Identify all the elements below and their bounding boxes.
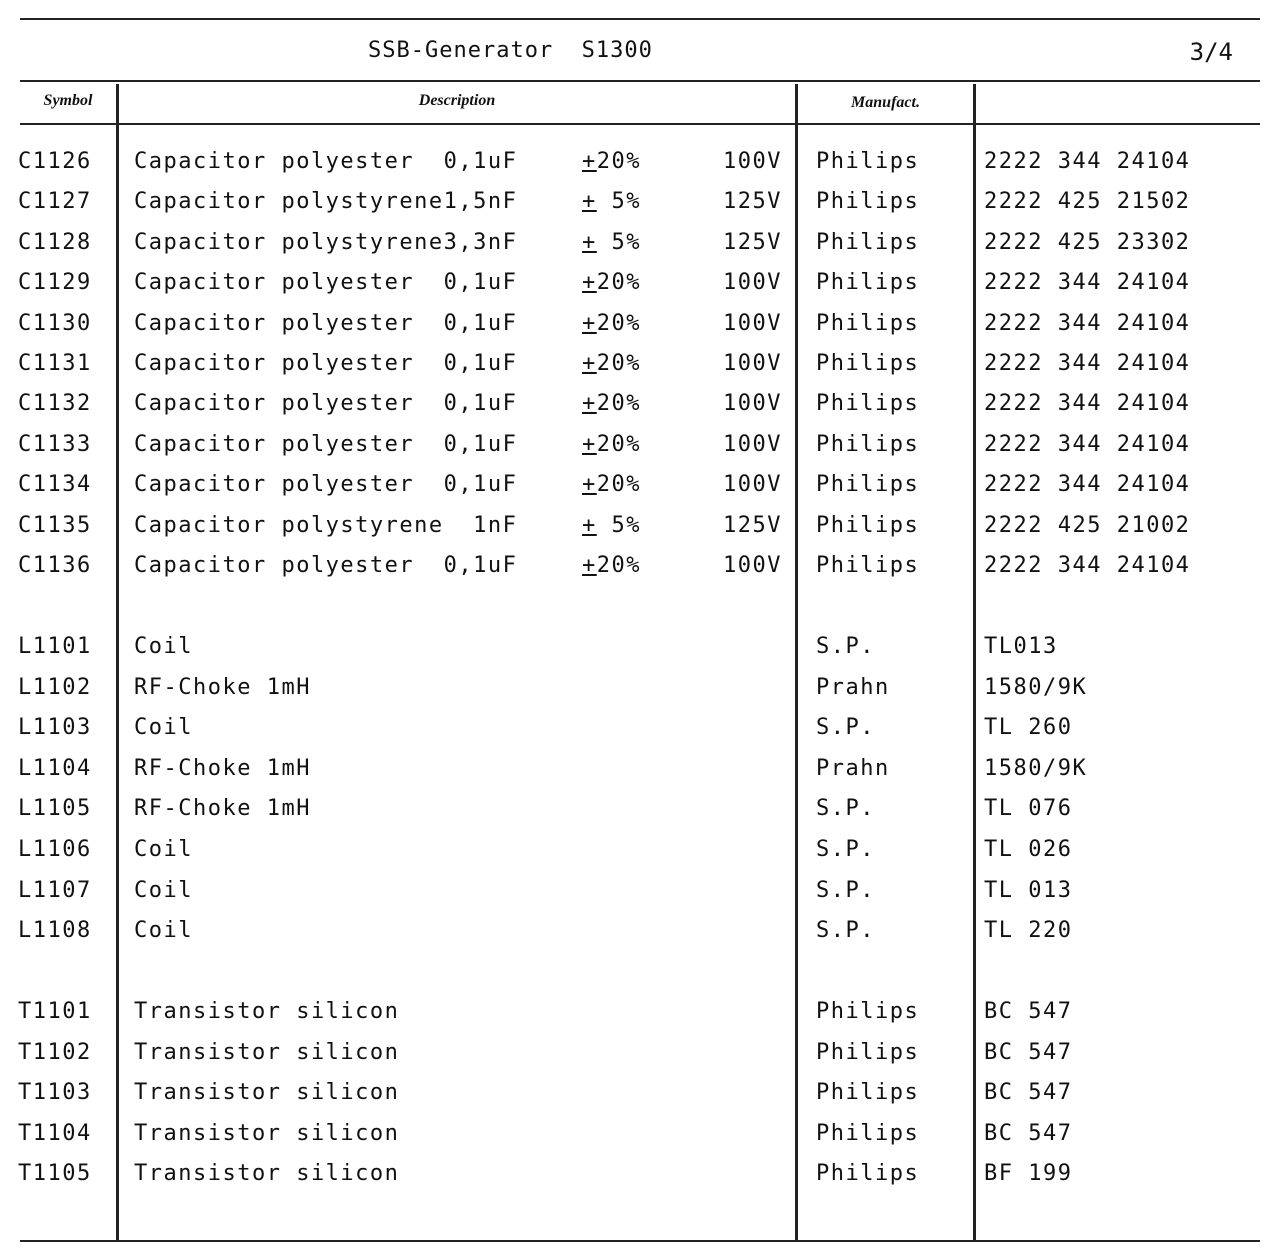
row-tolerance — [582, 471, 641, 499]
row-symbol: T1103 — [18, 1080, 92, 1105]
row-part-number: TL013 — [984, 634, 1058, 659]
row-tolerance — [582, 229, 641, 257]
row-manufacturer: Philips — [816, 149, 920, 174]
row-symbol: T1101 — [18, 999, 92, 1024]
row-part-number: 2222 344 24104 — [984, 149, 1191, 174]
row-description: Coil — [134, 837, 193, 862]
row-manufacturer: S.P. — [816, 634, 875, 659]
row-description: Transistor silicon — [134, 1080, 400, 1105]
row-part-number: TL 220 — [984, 918, 1073, 944]
row-description: RF-Choke 1mH — [134, 755, 311, 781]
row-part-number: BC 547 — [984, 1120, 1073, 1146]
row-manufacturer: Philips — [816, 270, 920, 296]
row-part-number: TL 026 — [984, 837, 1073, 862]
row-manufacturer: Philips — [816, 999, 920, 1024]
plus-minus-sign: + — [582, 270, 597, 296]
row-tolerance — [582, 350, 641, 378]
row-manufacturer: S.P. — [816, 837, 875, 862]
row-description: Capacitor polystyrene1,5nF — [134, 189, 518, 215]
row-manufacturer: Philips — [816, 391, 920, 417]
title-rule — [20, 80, 1260, 82]
tolerance-value: 20% — [596, 391, 641, 417]
row-manufacturer: Philips — [816, 351, 920, 376]
row-description: Capacitor polyester 0,1uF — [134, 149, 518, 174]
column-divider-3 — [973, 84, 976, 1240]
tolerance-value: 5% — [596, 512, 641, 538]
row-tolerance — [582, 552, 641, 580]
row-manufacturer: Philips — [816, 189, 920, 215]
row-voltage: 100V — [723, 553, 782, 578]
row-voltage: 100V — [723, 351, 782, 376]
row-manufacturer: Philips — [816, 229, 920, 255]
plus-minus-sign: + — [582, 431, 597, 457]
row-symbol: L1102 — [18, 674, 92, 700]
row-part-number: 2222 425 21002 — [984, 512, 1191, 538]
row-part-number: 2222 344 24104 — [984, 310, 1191, 336]
row-symbol: C1136 — [18, 553, 92, 578]
row-manufacturer: S.P. — [816, 715, 875, 741]
row-manufacturer: Philips — [816, 472, 920, 498]
row-description: Capacitor polyester 0,1uF — [134, 553, 518, 578]
row-part-number: 2222 344 24104 — [984, 472, 1191, 498]
row-description: Transistor silicon — [134, 1120, 400, 1146]
row-manufacturer: S.P. — [816, 877, 875, 903]
row-tolerance — [582, 188, 641, 216]
row-voltage: 125V — [723, 512, 782, 538]
row-description: Transistor silicon — [134, 1161, 400, 1186]
row-part-number: BC 547 — [984, 999, 1073, 1024]
tolerance-value: 20% — [596, 149, 641, 174]
row-part-number: TL 013 — [984, 877, 1073, 903]
row-manufacturer: Philips — [816, 553, 920, 578]
row-manufacturer: S.P. — [816, 796, 875, 822]
row-description: Coil — [134, 877, 193, 903]
plus-minus-sign: + — [582, 149, 597, 174]
tolerance-value: 20% — [596, 431, 641, 457]
page-title: SSB-Generator S1300 — [368, 38, 653, 63]
row-symbol: L1103 — [18, 715, 92, 741]
row-voltage: 100V — [723, 310, 782, 336]
column-divider-2 — [795, 84, 798, 1240]
row-description: Coil — [134, 918, 193, 944]
row-description: Capacitor polystyrene 1nF — [134, 512, 518, 538]
row-part-number: TL 076 — [984, 796, 1073, 822]
row-part-number: 2222 344 24104 — [984, 270, 1191, 296]
row-description: RF-Choke 1mH — [134, 674, 311, 700]
row-description: Capacitor polystyrene3,3nF — [134, 229, 518, 255]
column-divider-1 — [116, 84, 119, 1240]
row-part-number: 2222 425 21502 — [984, 189, 1191, 215]
row-voltage: 100V — [723, 149, 782, 174]
row-symbol: C1135 — [18, 512, 92, 538]
row-manufacturer: Philips — [816, 1080, 920, 1105]
row-voltage: 100V — [723, 472, 782, 498]
tolerance-value: 20% — [596, 270, 641, 296]
tolerance-value: 5% — [596, 189, 641, 215]
plus-minus-sign: + — [582, 229, 597, 255]
row-description: Coil — [134, 634, 193, 659]
row-tolerance — [582, 431, 641, 459]
header-rule — [20, 123, 1260, 125]
row-part-number: 1580/9K — [984, 674, 1088, 700]
row-tolerance — [582, 390, 641, 418]
row-part-number: 2222 344 24104 — [984, 553, 1191, 578]
plus-minus-sign: + — [582, 553, 597, 578]
column-header-description: Description — [418, 92, 496, 109]
tolerance-value: 20% — [596, 472, 641, 498]
row-description: Coil — [134, 715, 193, 741]
row-symbol: T1104 — [18, 1120, 92, 1146]
plus-minus-sign: + — [582, 189, 597, 215]
row-part-number: 2222 344 24104 — [984, 351, 1191, 376]
row-voltage: 125V — [723, 229, 782, 255]
row-voltage: 125V — [723, 189, 782, 215]
row-tolerance — [582, 269, 641, 297]
row-manufacturer: S.P. — [816, 918, 875, 944]
row-description: Capacitor polyester 0,1uF — [134, 270, 518, 296]
row-description: RF-Choke 1mH — [134, 796, 311, 822]
row-part-number: BC 547 — [984, 1039, 1073, 1065]
row-part-number: TL 260 — [984, 715, 1073, 741]
tolerance-value: 5% — [596, 229, 641, 255]
tolerance-value: 20% — [596, 351, 641, 376]
row-symbol: C1130 — [18, 310, 92, 336]
row-symbol: L1106 — [18, 837, 92, 862]
row-description: Transistor silicon — [134, 999, 400, 1024]
plus-minus-sign: + — [582, 391, 597, 417]
column-header-symbol: Symbol — [43, 92, 93, 109]
row-description: Capacitor polyester 0,1uF — [134, 310, 518, 336]
row-symbol: C1129 — [18, 270, 92, 296]
tolerance-value: 20% — [596, 310, 641, 336]
row-part-number: BF 199 — [984, 1161, 1073, 1186]
row-symbol: C1132 — [18, 391, 92, 417]
row-voltage: 100V — [723, 391, 782, 417]
row-manufacturer: Philips — [816, 1161, 920, 1186]
row-symbol: C1131 — [18, 351, 92, 376]
row-manufacturer: Philips — [816, 310, 920, 336]
row-symbol: C1134 — [18, 472, 92, 498]
row-symbol: L1108 — [18, 918, 92, 944]
row-manufacturer: Prahn — [816, 674, 890, 700]
plus-minus-sign: + — [582, 310, 597, 336]
row-voltage: 100V — [723, 270, 782, 296]
row-manufacturer: Philips — [816, 1039, 920, 1065]
row-manufacturer: Philips — [816, 1120, 920, 1146]
row-symbol: T1102 — [18, 1039, 92, 1065]
plus-minus-sign: + — [582, 512, 597, 538]
row-symbol: C1128 — [18, 229, 92, 255]
plus-minus-sign: + — [582, 351, 597, 376]
row-description: Capacitor polyester 0,1uF — [134, 472, 518, 498]
row-tolerance — [582, 148, 641, 176]
row-manufacturer: Philips — [816, 512, 920, 538]
row-voltage: 100V — [723, 431, 782, 457]
bottom-rule — [20, 1240, 1260, 1242]
row-part-number: BC 547 — [984, 1080, 1073, 1105]
row-symbol: C1126 — [18, 149, 92, 174]
row-manufacturer: Philips — [816, 431, 920, 457]
row-part-number: 2222 425 23302 — [984, 229, 1191, 255]
row-symbol: L1101 — [18, 634, 92, 659]
page-number: 3/4 — [1189, 38, 1233, 66]
row-manufacturer: Prahn — [816, 755, 890, 781]
row-tolerance — [582, 512, 641, 540]
row-symbol: C1133 — [18, 431, 92, 457]
row-symbol: L1107 — [18, 877, 92, 903]
row-description: Capacitor polyester 0,1uF — [134, 351, 518, 376]
top-rule — [20, 18, 1260, 20]
row-symbol: L1105 — [18, 796, 92, 822]
column-header-manufacturer: Manufact. — [851, 94, 920, 111]
row-symbol: C1127 — [18, 189, 92, 215]
row-tolerance — [582, 310, 641, 338]
row-description: Capacitor polyester 0,1uF — [134, 431, 518, 457]
tolerance-value: 20% — [596, 553, 641, 578]
row-description: Capacitor polyester 0,1uF — [134, 391, 518, 417]
plus-minus-sign: + — [582, 472, 597, 498]
row-part-number: 2222 344 24104 — [984, 391, 1191, 417]
row-part-number: 2222 344 24104 — [984, 431, 1191, 457]
row-symbol: L1104 — [18, 755, 92, 781]
row-description: Transistor silicon — [134, 1039, 400, 1065]
row-symbol: T1105 — [18, 1161, 92, 1186]
row-part-number: 1580/9K — [984, 755, 1088, 781]
